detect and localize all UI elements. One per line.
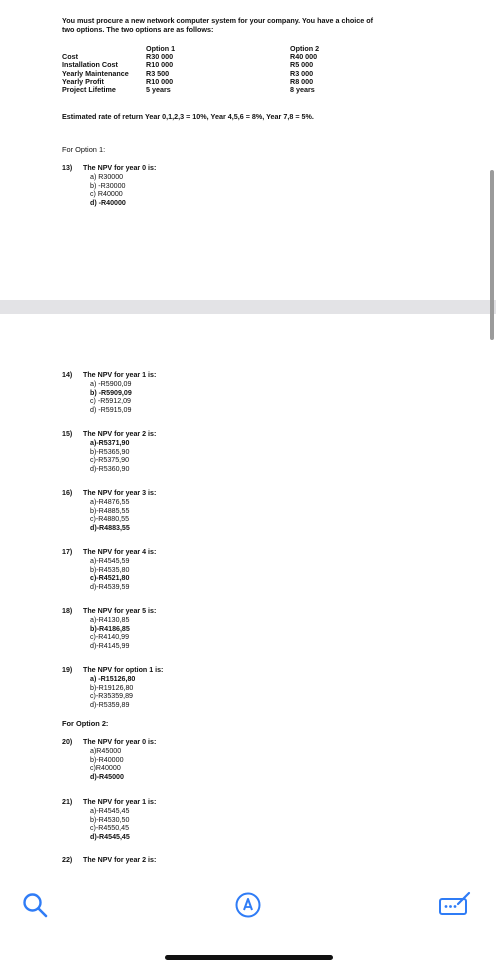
intro-line-2: two options. The two options are as follows: <box>62 25 214 35</box>
answer-option: a)-R4545,59 <box>90 556 130 565</box>
answer-option: a)R45000 <box>90 746 122 755</box>
answer-option: a)-R4545,45 <box>90 806 130 815</box>
question-number: 13) <box>62 164 73 172</box>
intro-line-1: You must procure a new network computer system for your company. You have a choice of <box>62 16 373 25</box>
page-separator <box>0 300 496 314</box>
row-value-option-2: 8 years <box>290 84 315 94</box>
answer-option: d)-R5359,89 <box>90 701 130 710</box>
answer-option: c)R40000 <box>90 764 121 773</box>
home-indicator[interactable] <box>165 955 333 960</box>
answer-option: d)-R4539,59 <box>90 583 130 592</box>
question-number: 20) <box>62 738 73 746</box>
answer-option: c)-R5375,90 <box>90 456 130 465</box>
row-value-option-2: R3 000 <box>290 68 314 78</box>
answer-option: b)-R19126,80 <box>90 683 134 692</box>
question-title: The NPV for option 1 is: <box>83 666 164 674</box>
question-title: The NPV for year 0 is: <box>83 164 157 172</box>
question-number: 14) <box>62 371 73 379</box>
question-title: The NPV for year 2 is: <box>83 856 157 864</box>
row-value-option-1: 5 years <box>146 84 171 94</box>
answer-option: d)-R5360,90 <box>90 465 130 474</box>
answer-option: c) -R5912,09 <box>90 397 132 406</box>
option-1-heading: For Option 1: <box>62 145 106 154</box>
row-value-option-2: R40 000 <box>290 52 318 62</box>
answer-option: c)-R4140,99 <box>90 633 130 642</box>
intro-text <box>62 16 462 35</box>
row-value-option-2: R8 000 <box>290 76 314 86</box>
answer-option: c)-R4550,45 <box>90 824 130 833</box>
question-number: 15) <box>62 430 73 438</box>
question-title: The NPV for year 2 is: <box>83 430 157 438</box>
option-2-heading: For Option 2: <box>62 719 109 728</box>
answer-option: b)-R40000 <box>90 755 124 764</box>
keyboard-edit-icon[interactable] <box>438 890 472 923</box>
answer-option: d) -R5915,09 <box>90 406 132 415</box>
answer-option: b) -R30000 <box>90 181 126 190</box>
answer-option-selected: d)-R45000 <box>90 773 124 782</box>
answer-option: b)-R4530,50 <box>90 815 130 824</box>
row-value-option-2: R5 000 <box>290 60 314 70</box>
row-value-option-1: R30 000 <box>146 52 174 62</box>
answer-option: a)-R4130,85 <box>90 615 130 624</box>
question-title: The NPV for year 5 is: <box>83 607 157 615</box>
question-number: 18) <box>62 607 73 615</box>
question-number: 17) <box>62 548 73 556</box>
answer-option-selected: b) -R5909,09 <box>90 388 132 397</box>
answer-option: b)-R5365,90 <box>90 447 130 456</box>
row-value-option-1: R3 500 <box>146 68 170 78</box>
question-title: The NPV for year 0 is: <box>83 738 157 746</box>
answer-option-selected: c)-R4521,80 <box>90 574 130 583</box>
scrollbar[interactable] <box>490 170 494 340</box>
markup-pen-icon[interactable] <box>235 892 261 923</box>
question-title: The NPV for year 4 is: <box>83 548 157 556</box>
answer-option: d)-R4145,99 <box>90 642 130 651</box>
question-number: 16) <box>62 489 73 497</box>
question-number: 19) <box>62 666 73 674</box>
question-title: The NPV for year 1 is: <box>83 371 157 379</box>
question-title: The NPV for year 1 is: <box>83 798 157 806</box>
answer-option-selected: d)-R4883,55 <box>90 524 130 533</box>
row-label: Yearly Profit <box>62 76 104 86</box>
answer-option: b)-R4885,55 <box>90 506 130 515</box>
answer-option: c)-R4880,55 <box>90 515 130 524</box>
answer-option-selected: a)-R5371,90 <box>90 438 130 447</box>
row-value-option-1: R10 000 <box>146 76 174 86</box>
answer-option-selected: d) -R40000 <box>90 199 126 208</box>
search-icon[interactable] <box>22 892 48 923</box>
answer-option: a) R30000 <box>90 172 124 181</box>
row-label: Installation Cost <box>62 60 118 70</box>
answer-option: a)-R4876,55 <box>90 497 130 506</box>
question-title: The NPV for year 3 is: <box>83 489 157 497</box>
answer-option-selected: d)-R4545,45 <box>90 833 130 842</box>
rate-of-return-text: Estimated rate of return Year 0,1,2,3 = 10%, Year 4,5,6 = 8%, Year 7,8 = 5%. <box>62 112 314 121</box>
row-label: Yearly Maintenance <box>62 68 129 78</box>
row-label: Cost <box>62 52 78 62</box>
answer-option: a) -R5900,09 <box>90 379 132 388</box>
header-option-1: Option 1 <box>146 44 176 53</box>
row-label: Project Lifetime <box>62 84 116 94</box>
answer-option: c) R40000 <box>90 190 123 199</box>
header-option-2: Option 2 <box>290 44 320 53</box>
question-number: 22) <box>62 856 73 864</box>
document-page-2 <box>0 314 486 866</box>
question-number: 21) <box>62 798 73 806</box>
answer-option-selected: a) -R15126,80 <box>90 674 136 683</box>
row-value-option-1: R10 000 <box>146 60 174 70</box>
answer-option: c)-R35359,89 <box>90 692 133 701</box>
answer-option-selected: b)-R4186,85 <box>90 624 130 633</box>
answer-option: b)-R4535,80 <box>90 565 130 574</box>
document-page-1 <box>0 0 486 300</box>
